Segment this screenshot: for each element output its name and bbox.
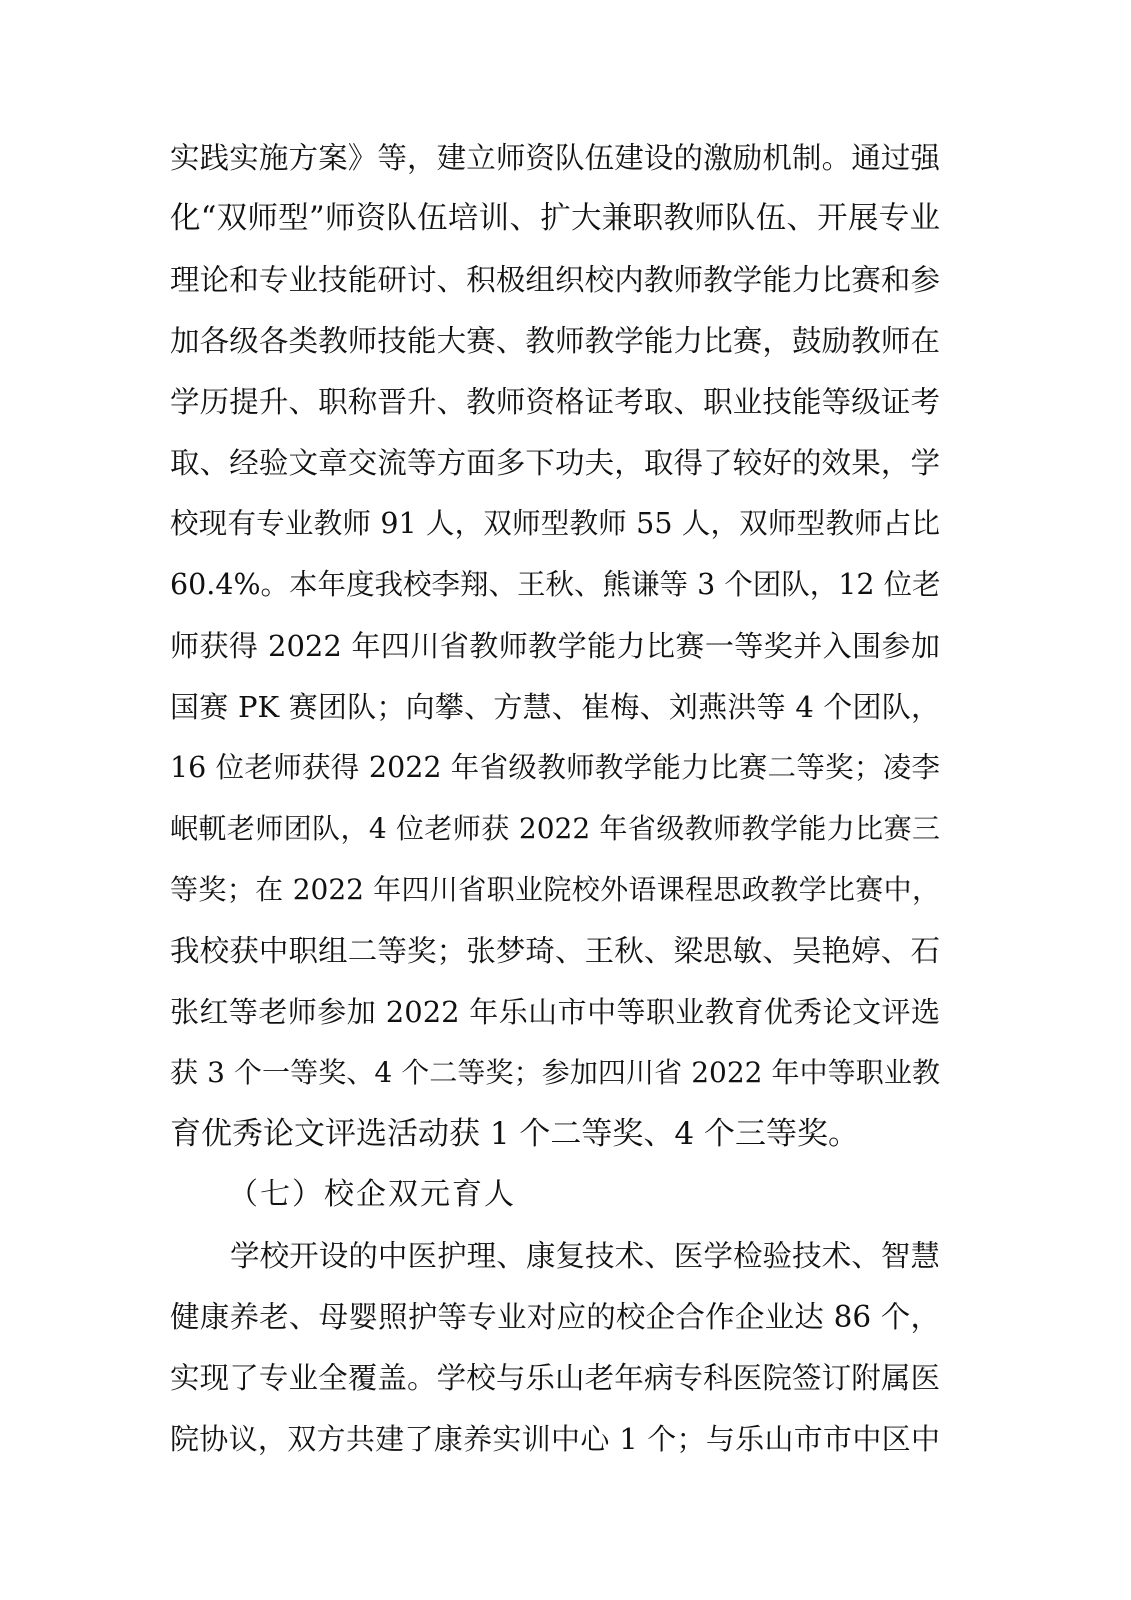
paragraph2-line-2: 健康养老、母婴照护等专业对应的校企合作企业达 86 个， [170, 1300, 940, 1334]
paragraph1-line-8: 60.4%。本年度我校李翔、王秋、熊谦等 3 个团队，12 位老 [170, 568, 941, 601]
paragraph2-line-3: 实现了专业全覆盖。学校与乐山老年病专科医院签订附属医 [170, 1361, 940, 1395]
paragraph1-line-4: 加各级各类教师技能大赛、教师教学能力比赛，鼓励教师在 [170, 324, 940, 358]
paragraph1-line-11: 16 位老师获得 2022 年省级教师教学能力比赛二等奖；凌李 [170, 751, 940, 784]
paragraph1-line-5: 学历提升、职称晋升、教师资格证考取、职业技能等级证考 [170, 385, 940, 419]
paragraph1-line-3: 理论和专业技能研讨、积极组织校内教师教学能力比赛和参 [170, 263, 940, 297]
paragraph1-line-13: 等奖；在 2022 年四川省职业院校外语课程思政教学比赛中， [170, 873, 940, 906]
paragraph1-line-10: 国赛 PK 赛团队；向攀、方慧、崔梅、刘燕洪等 4 个团队， [170, 690, 940, 724]
paragraph2-line-4: 院协议，双方共建了康养实训中心 1 个；与乐山市市中区中 [170, 1422, 940, 1456]
section-heading: （七）校企双元育人 [228, 1177, 516, 1212]
paragraph1-line-12: 岷軏老师团队，4 位老师获 2022 年省级教师教学能力比赛三 [170, 812, 940, 845]
paragraph1-line-14: 我校获中职组二等奖；张梦琦、王秋、梁思敏、吴艳婷、石 [170, 934, 940, 968]
paragraph1-line-16: 获 3 个一等奖、4 个二等奖；参加四川省 2022 年中等职业教 [170, 1056, 940, 1089]
paragraph1-line-1: 实践实施方案》等，建立师资队伍建设的激励机制。通过强 [170, 141, 940, 175]
paragraph1-line-7: 校现有专业教师 91 人，双师型教师 55 人，双师型教师占比 [170, 507, 940, 540]
paragraph1-line-2: 化“双师型”师资队伍培训、扩大兼职教师队伍、开展专业 [170, 201, 940, 236]
paragraph1-line-17: 育优秀论文评选活动获 1 个二等奖、4 个三等奖。 [170, 1116, 860, 1152]
paragraph1-line-6: 取、经验文章交流等方面多下功夫，取得了较好的效果，学 [170, 446, 940, 480]
paragraph2-line-1: 学校开设的中医护理、康复技术、医学检验技术、智慧 [230, 1239, 940, 1273]
paragraph1-line-9: 师获得 2022 年四川省教师教学能力比赛一等奖并入围参加 [170, 629, 940, 663]
paragraph1-line-15: 张红等老师参加 2022 年乐山市中等职业教育优秀论文评选 [170, 995, 940, 1029]
